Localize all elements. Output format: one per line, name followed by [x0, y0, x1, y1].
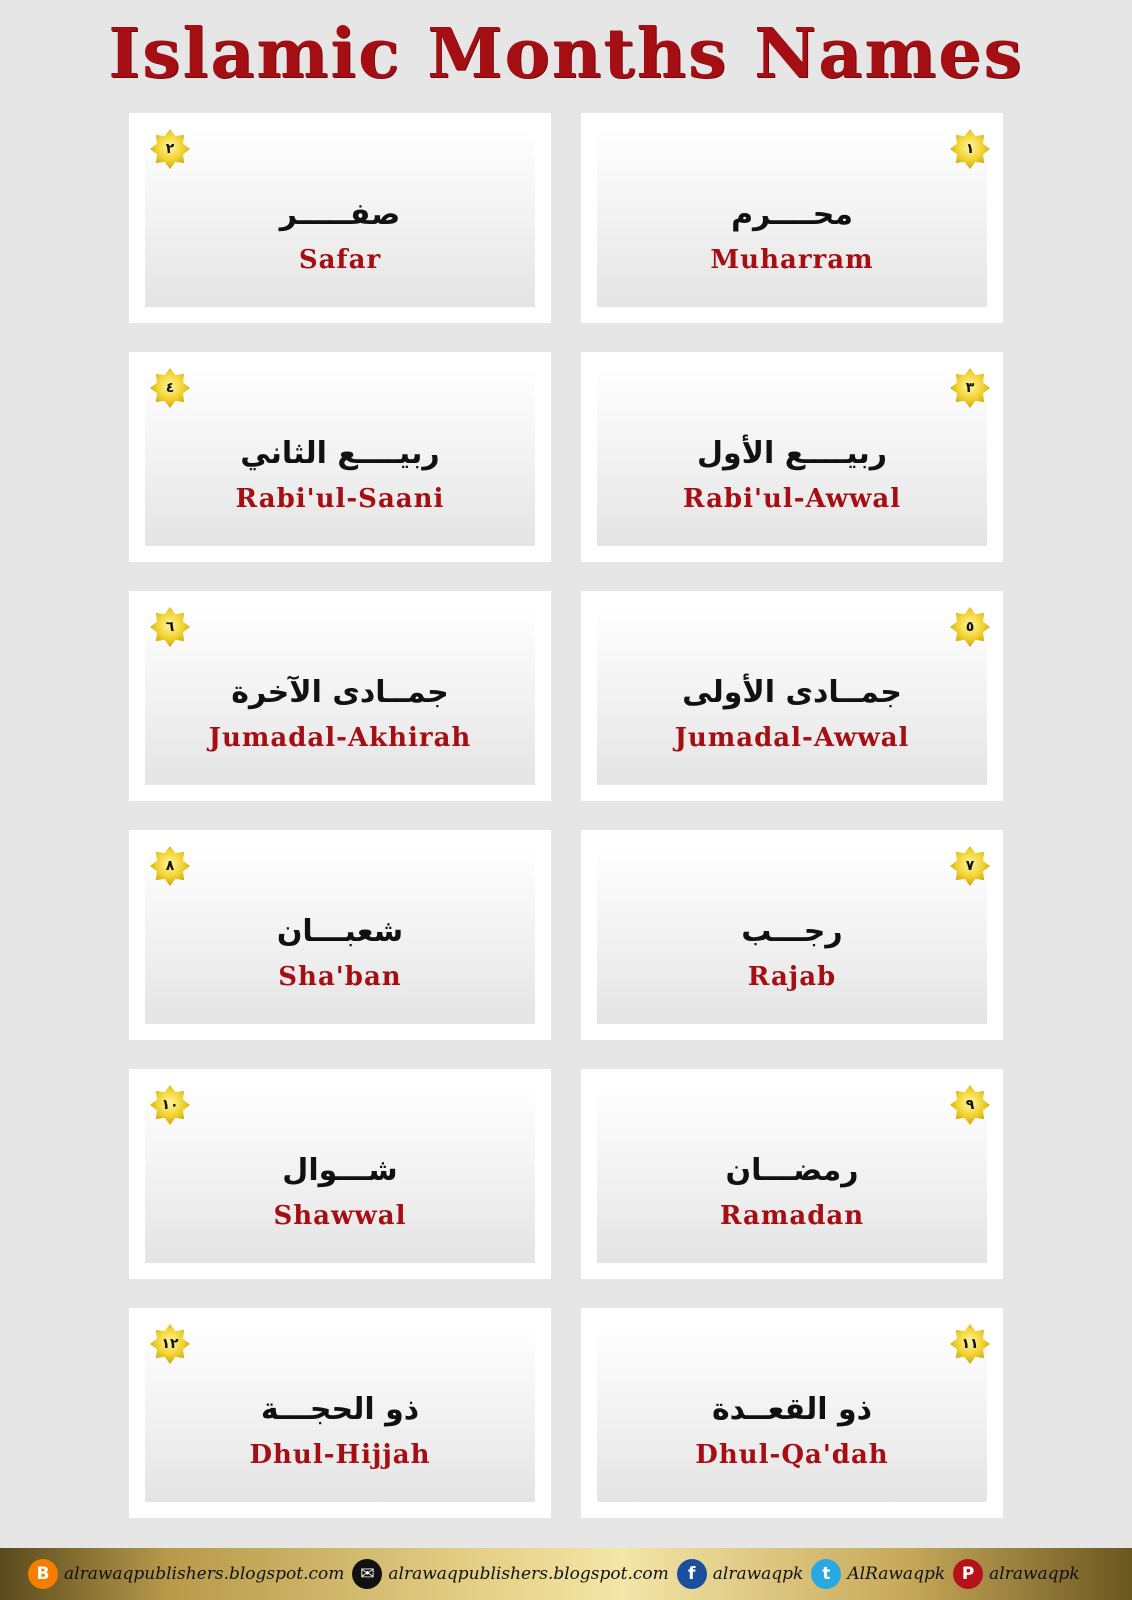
month-english-name: Ramadan [719, 1201, 865, 1231]
month-card [129, 1069, 551, 1279]
month-english-name: Sha'ban [278, 962, 402, 992]
month-card-panel [597, 607, 987, 785]
month-card-panel [597, 368, 987, 546]
footer-bar [0, 1548, 1132, 1600]
page-title: Islamic Months Names [108, 14, 1024, 94]
star-badge-icon [149, 1084, 191, 1126]
star-badge-icon [949, 845, 991, 887]
month-number: ٧ [965, 858, 975, 874]
month-card-panel [145, 607, 535, 785]
month-card-panel [145, 129, 535, 307]
footer-link[interactable] [953, 1559, 1080, 1589]
footer-link[interactable] [677, 1559, 804, 1589]
month-arabic-name: شعبـــان [276, 914, 404, 949]
month-number: ٨ [165, 858, 175, 874]
footer-link-text: alrawaqpk [989, 1564, 1080, 1584]
month-arabic-name: ذو القعــدة [711, 1392, 873, 1427]
month-number: ١٢ [161, 1336, 179, 1352]
month-english-name: Dhul-Hijjah [249, 1440, 431, 1470]
month-card-panel [145, 1085, 535, 1263]
month-card-panel [145, 846, 535, 1024]
month-card-panel [145, 368, 535, 546]
month-number: ٥ [965, 619, 975, 635]
star-badge-icon [949, 1323, 991, 1365]
month-english-name: Rajab [747, 962, 837, 992]
month-english-name: Rabi'ul-Awwal [682, 484, 902, 514]
month-arabic-name: ربيــــع الأول [696, 436, 888, 471]
month-arabic-name: شـــوال [282, 1153, 398, 1188]
month-english-name: Jumadal-Awwal [674, 723, 910, 753]
footer-link[interactable] [352, 1559, 668, 1589]
month-english-name: Safar [298, 245, 382, 275]
month-number: ١٠ [161, 1097, 179, 1113]
month-number: ١ [965, 141, 975, 157]
month-english-name: Shawwal [273, 1201, 407, 1231]
month-arabic-name: ربيــــع الثاني [240, 436, 440, 471]
month-card-panel [597, 1324, 987, 1502]
month-number: ٦ [165, 619, 175, 635]
month-english-name: Dhul-Qa'dah [695, 1440, 889, 1470]
star-badge-icon [949, 1084, 991, 1126]
month-card [581, 1069, 1003, 1279]
month-card [581, 830, 1003, 1040]
month-card-panel [597, 846, 987, 1024]
pinterest-icon: P [953, 1559, 983, 1589]
footer-link-text: AlRawaqpk [847, 1564, 946, 1584]
footer-link-text: alrawaqpublishers.blogspot.com [388, 1564, 669, 1584]
footer-link-text: alrawaqpublishers.blogspot.com [64, 1564, 345, 1584]
month-card [129, 591, 551, 801]
star-badge-icon [949, 367, 991, 409]
month-arabic-name: ذو الحجـــة [260, 1392, 420, 1427]
month-number: ٩ [965, 1097, 975, 1113]
footer-link[interactable] [28, 1559, 344, 1589]
month-english-name: Jumadal-Akhirah [208, 723, 472, 753]
month-number: ٢ [165, 141, 175, 157]
month-number: ٣ [965, 380, 975, 396]
month-number: ١١ [961, 1336, 979, 1352]
twitter-icon: t [811, 1559, 841, 1589]
month-card [129, 1308, 551, 1518]
month-arabic-name: محــــرم [731, 197, 853, 232]
blogger-icon: B [28, 1559, 58, 1589]
month-card [129, 113, 551, 323]
month-english-name: Muharram [710, 245, 874, 275]
star-badge-icon [149, 845, 191, 887]
star-badge-icon [149, 367, 191, 409]
months-grid [129, 113, 1003, 1518]
month-card [581, 591, 1003, 801]
month-arabic-name: رمضـــان [725, 1153, 859, 1188]
month-card [581, 352, 1003, 562]
month-arabic-name: جمــادى الآخرة [231, 675, 449, 710]
month-card-panel [145, 1324, 535, 1502]
footer-link[interactable] [811, 1559, 945, 1589]
month-card [129, 830, 551, 1040]
month-english-name: Rabi'ul-Saani [235, 484, 445, 514]
month-arabic-name: رجـــب [741, 914, 843, 949]
month-arabic-name: جمــادى الأولى [682, 675, 902, 710]
star-badge-icon [949, 606, 991, 648]
month-card [581, 113, 1003, 323]
month-card [581, 1308, 1003, 1518]
month-card-panel [597, 129, 987, 307]
star-badge-icon [949, 128, 991, 170]
footer-link-text: alrawaqpk [712, 1564, 804, 1584]
star-badge-icon [149, 128, 191, 170]
month-card [129, 352, 551, 562]
month-number: ٤ [165, 380, 175, 396]
month-card-panel [597, 1085, 987, 1263]
star-badge-icon [149, 1323, 191, 1365]
star-badge-icon [149, 606, 191, 648]
facebook-icon: f [677, 1559, 707, 1589]
month-arabic-name: صفـــــر [279, 197, 401, 232]
email-icon: ✉ [352, 1559, 382, 1589]
